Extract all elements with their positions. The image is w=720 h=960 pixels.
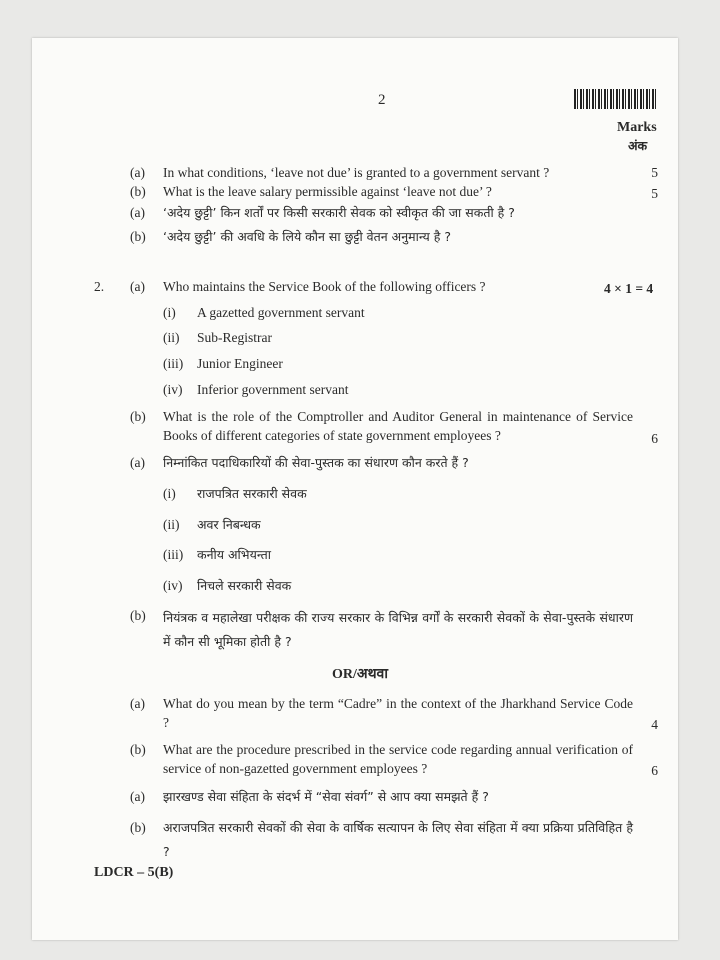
q2-a-hindi-item-3: कनीय अभियन्ता: [197, 547, 272, 562]
q2-a-text: Who maintains the Service Book of the following officers ?: [163, 279, 486, 294]
alt-a-hindi-label: (a): [130, 789, 145, 804]
q2-b-hindi-label: (b): [130, 608, 146, 623]
q2-a-hindi-label: (a): [130, 455, 145, 470]
q2-a-hindi-item-2-num: (ii): [163, 517, 180, 532]
alt-a-marks: 4: [651, 717, 658, 732]
q2-a-item-2-num: (ii): [163, 330, 180, 345]
or-divider: OR/अथवा: [332, 667, 388, 682]
alt-a-hindi-text: झारखण्ड सेवा संहिता के संदर्भ में “सेवा संवर्ग” से आप क्या समझते हैं ?: [163, 789, 489, 804]
paper-code: LDCR – 5(B): [94, 865, 174, 880]
q1-b-text: What is the leave salary permissible against ‘leave not due’ ?: [163, 184, 492, 199]
q2-b-text: What is the role of the Comptroller and Auditor General in maintenance of Service Books of different categories of state government employees ?: [163, 409, 633, 443]
alt-b-label: (b): [130, 742, 146, 757]
page-number: 2: [378, 92, 386, 108]
alt-a-label: (a): [130, 696, 145, 711]
q2-a-item-4: Inferior government servant: [197, 382, 349, 397]
q2-a-item-3-num: (iii): [163, 356, 184, 371]
q2-a-item-3: Junior Engineer: [197, 356, 283, 371]
alt-a-text: What do you mean by the term “Cadre” in the context of the Jharkhand Service Code ?: [163, 696, 633, 730]
marks-heading-hindi: अंक: [628, 138, 648, 153]
q2-a-item-1: A gazetted government servant: [197, 305, 365, 320]
q2-a-hindi-item-1-num: (i): [163, 486, 176, 501]
q2-a-item-2: Sub-Registrar: [197, 330, 272, 345]
q2-a-hindi-text: निम्नांकित पदाधिकारियों की सेवा-पुस्तक का संधारण कौन करते हैं ?: [163, 455, 469, 470]
alt-b-marks: 6: [651, 763, 658, 778]
q1-a-hindi-text: ‘अदेय छुट्टी’ किन शर्तों पर किसी सरकारी सेवक को स्वीकृत की जा सकती है ?: [163, 205, 515, 220]
marks-heading: Marks: [617, 120, 657, 135]
alt-b-text: What are the procedure prescribed in the service code regarding annual verification of service of non-gazetted government employees ?: [163, 742, 633, 776]
q2-a-marks: 4 × 1 = 4: [604, 281, 654, 296]
q2-a-item-4-num: (iv): [163, 382, 183, 397]
q1-b-label: (b): [130, 184, 146, 199]
q2-b-marks: 6: [651, 431, 658, 446]
alt-b-hindi-label: (b): [130, 820, 146, 835]
q2-number: 2.: [94, 279, 105, 294]
q2-a-hindi-item-2: अवर निबन्धक: [197, 517, 261, 532]
q2-b-hindi-text: नियंत्रक व महालेखा परीक्षक की राज्य सरकार के विभिन्न वर्गों के सरकारी सेवकों के सेवा-पुस्तके संधारण में कौन सी भूमिका होती है ?: [163, 610, 633, 649]
q2-a-item-1-num: (i): [163, 305, 176, 320]
q1-b-hindi-text: ‘अदेय छुट्टी’ की अवधि के लिये कौन सा छुट्टी वेतन अनुमान्य है ?: [163, 229, 452, 244]
q2-a-hindi-item-3-num: (iii): [163, 547, 184, 562]
q1-a-text: In what conditions, ‘leave not due’ is granted to a government servant ?: [163, 165, 550, 180]
q1-a-marks: 5: [651, 165, 658, 180]
alt-b-hindi-text: अराजपत्रित सरकारी सेवकों की सेवा के वार्षिक सत्यापन के लिए सेवा संहिता में क्या प्रक्रिया प्रतिविहित है ?: [163, 820, 633, 859]
q2-a-hindi-item-4-num: (iv): [163, 578, 183, 593]
q2-a-label: (a): [130, 279, 145, 294]
barcode: [574, 89, 658, 109]
q1-a-hindi-label: (a): [130, 205, 145, 220]
q2-b-label: (b): [130, 409, 146, 424]
q1-a-label: (a): [130, 165, 145, 180]
q1-b-hindi-label: (b): [130, 229, 146, 244]
q2-a-hindi-item-1: राजपत्रित सरकारी सेवक: [197, 486, 307, 501]
q1-b-marks: 5: [651, 186, 658, 201]
q2-a-hindi-item-4: निचले सरकारी सेवक: [197, 578, 292, 593]
